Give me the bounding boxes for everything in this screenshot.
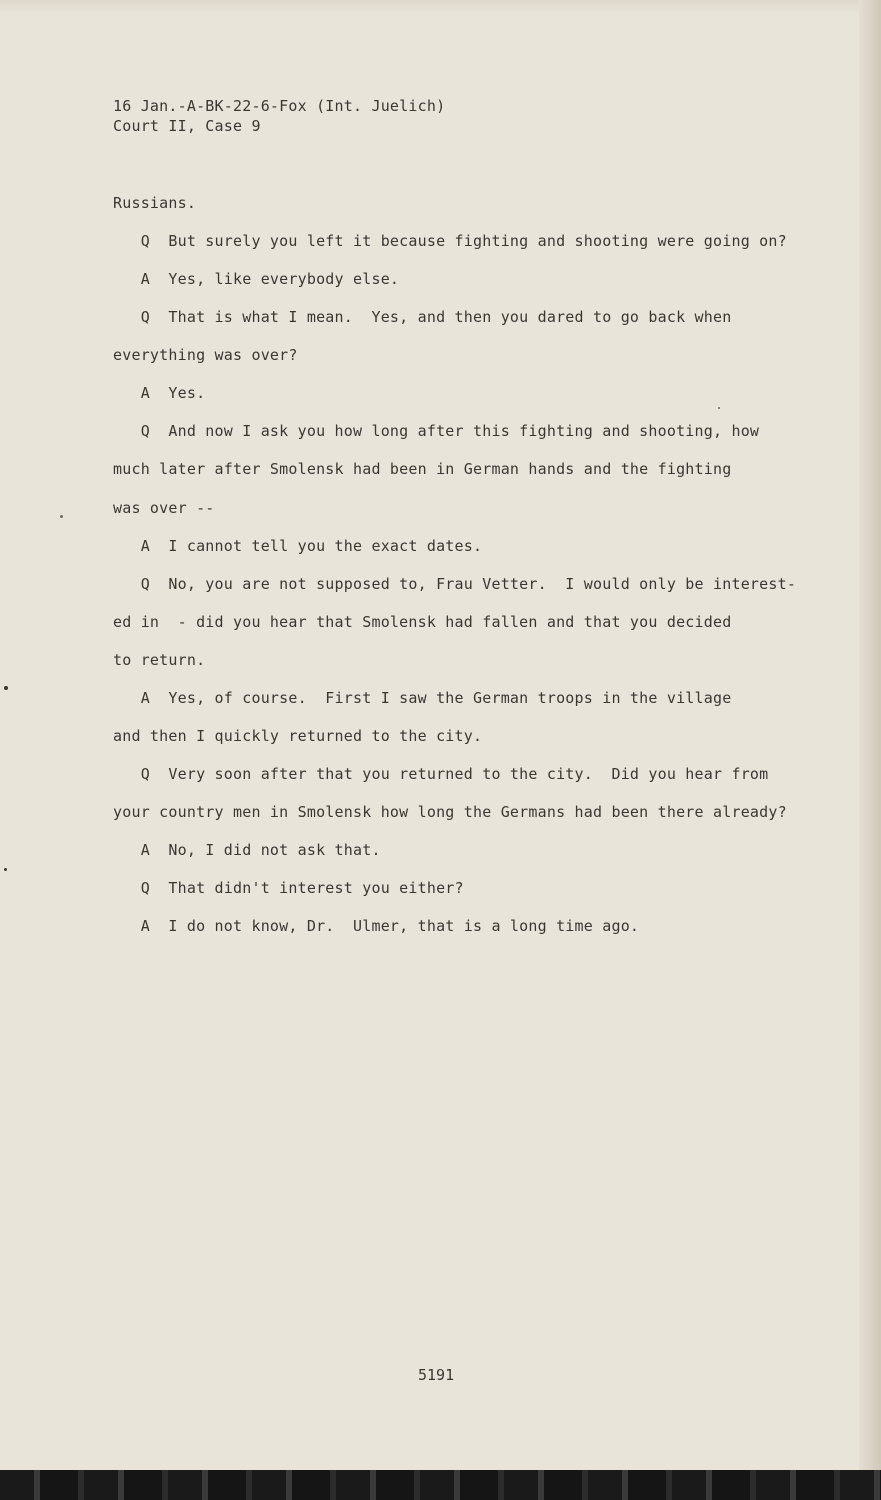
transcript-line: was over -- [113, 499, 215, 517]
transcript-line: ed in - did you hear that Smolensk had fallen and that you decided [113, 613, 732, 631]
transcript-line: and then I quickly returned to the city. [113, 727, 483, 745]
header-court-case: Court II, Case 9 [113, 117, 261, 135]
page-number: 5191 [418, 1366, 455, 1384]
transcript-line: A I do not know, Dr. Ulmer, that is a long time ago. [113, 917, 640, 935]
paper-speck [60, 515, 63, 518]
transcript-line: Q And now I ask you how long after this fighting and shooting, how [113, 422, 760, 440]
transcript-line: A Yes, of course. First I saw the German troops in the village [113, 689, 732, 707]
paper-speck [4, 868, 7, 871]
page-top-edge [0, 0, 881, 14]
transcript-line: A Yes. [113, 384, 206, 402]
transcript-line: your country men in Smolensk how long the Germans had been there already? [113, 803, 787, 821]
paper-speck [4, 686, 8, 690]
transcript-line: Q Very soon after that you returned to the city. Did you hear from [113, 765, 769, 783]
header-case-reference: 16 Jan.-A-BK-22-6-Fox (Int. Juelich) [113, 97, 446, 115]
transcript-line: Q That didn't interest you either? [113, 879, 464, 897]
transcript-line: to return. [113, 651, 206, 669]
scan-bottom-strip [0, 1470, 881, 1500]
transcript-line: Russians. [113, 194, 197, 212]
transcript-line: Q But surely you left it because fighting and shooting were going on? [113, 232, 787, 250]
transcript-line: much later after Smolensk had been in German hands and the fighting [113, 460, 732, 478]
transcript-line: A No, I did not ask that. [113, 841, 381, 859]
paper-speck [718, 407, 720, 409]
transcript-line: A Yes, like everybody else. [113, 270, 400, 288]
transcript-line: everything was over? [113, 346, 298, 364]
transcript-line: A I cannot tell you the exact dates. [113, 537, 483, 555]
transcript-line: Q No, you are not supposed to, Frau Vetter. I would only be interest- [113, 575, 797, 593]
transcript-line: Q That is what I mean. Yes, and then you dared to go back when [113, 308, 732, 326]
page-right-edge [859, 0, 881, 1470]
